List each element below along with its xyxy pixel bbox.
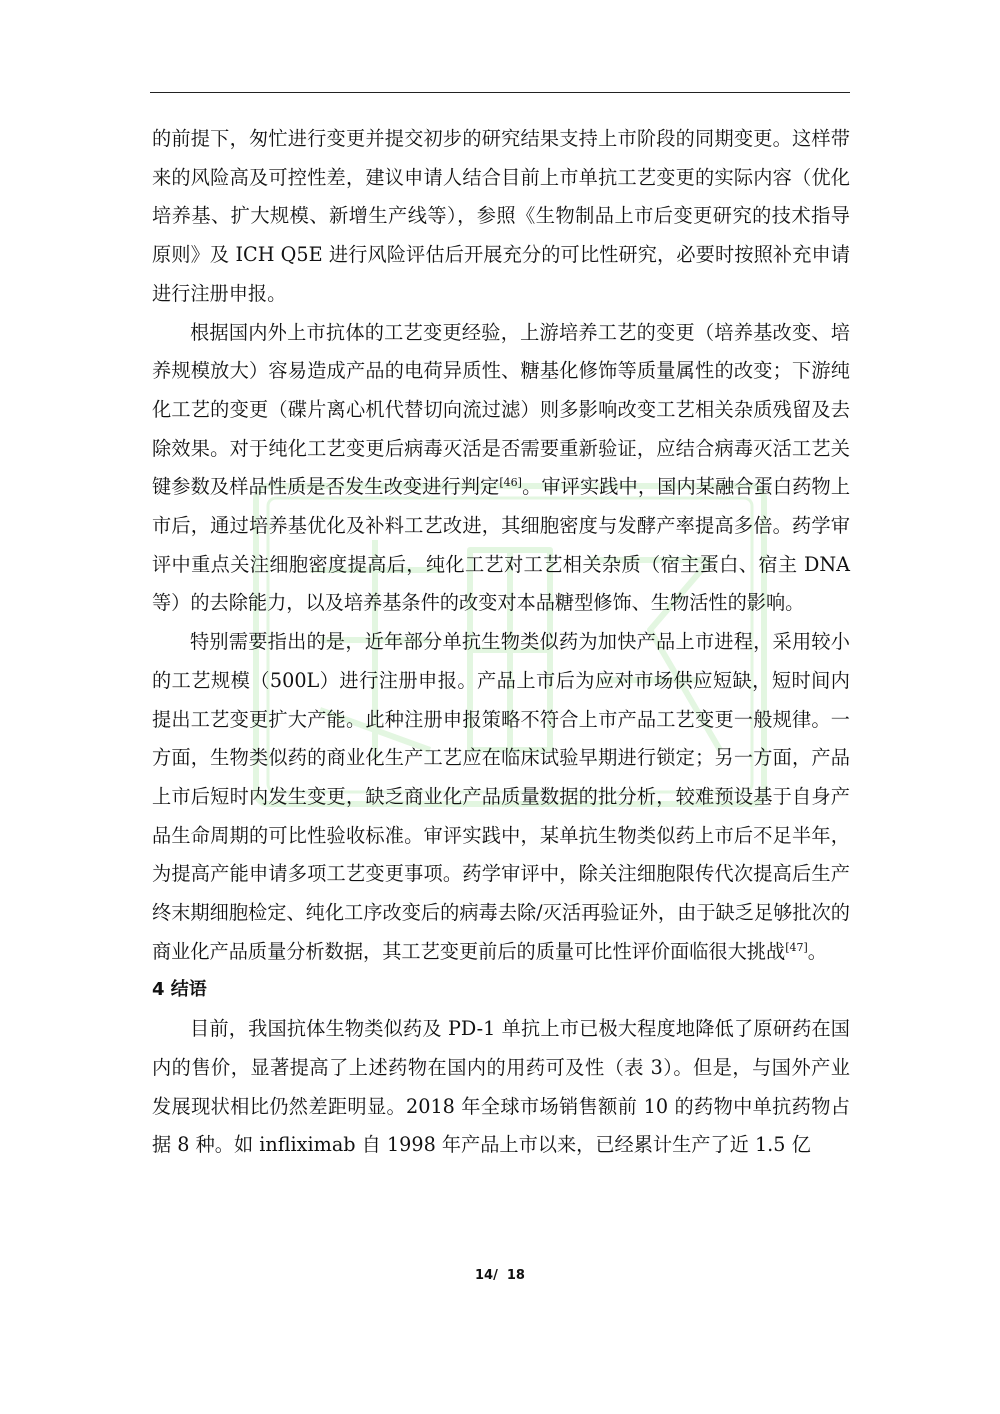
paragraph-2-text-cont: 。审评实践中，国内某融合蛋白药物上市后，通过培养基优化及补料工艺改进，其细胞密度与发酵产率提高多倍。药学审评中重点关注细胞密度提高后，纯化工艺对工艺相关杂质（宿主蛋白、宿主 DNA 等）的去除能力，以及培养基条件的改变对本品糖型修饰、生物活性的影响。 xyxy=(152,475,851,615)
paragraph-3-text: 特别需要指出的是，近年部分单抗生物类似药为加快产品上市进程，采用较小的工艺规模（500L）进行注册申报。产品上市后为应对市场供应短缺，短时间内提出工艺变更扩大产能。此种注册申报策略不符合上市产品工艺变更一般规律。一方面，生物类似药的商业化生产工艺应在临床试验早期进行锁定；另一方面，产品上市后短时内发生变更，缺乏商业化产品质量数据的批分析，较难预设基于自身产品生命周期的可比性验收标准。审评实践中，某单抗生物类似药上市后不足半年，为提高产能申请多项工艺变更事项。药学审评中，除关注细胞限传代次提高后生产终末期细胞检定、纯化工序改变后的病毒去除/灭活再验证外，由于缺乏足够批次的商业化产品质量分析数据，其工艺变更前后的质量可比性评价面临很大挑战 xyxy=(152,630,850,963)
paragraph-3-text-cont: 。 xyxy=(807,939,827,963)
paragraph-1 xyxy=(152,120,850,314)
paragraph-1-text: 的前提下，匆忙进行变更并提交初步的研究结果支持上市阶段的同期变更。这样带来的风险高及可控性差，建议申请人结合目前上市单抗工艺变更的实际内容（优化培养基、扩大规模、新增生产线等），参照《生物制品上市后变更研究的技术指导原则》及 ICH Q5E 进行风险评估后开展充分的可比性研究，必要时按照补充申请进行注册申报。 xyxy=(152,127,850,305)
page-number xyxy=(0,1268,1000,1283)
page-number-text: 14/ 18 xyxy=(475,1268,525,1283)
paragraph-2-text: 根据国内外上市抗体的工艺变更经验，上游培养工艺的变更（培养基改变、培养规模放大）容易造成产品的电荷异质性、糖基化修饰等质量属性的改变；下游纯化工艺的变更（碟片离心机代替切向流过滤）则多影响改变工艺相关杂质残留及去除效果。对于纯化工艺变更后病毒灭活是否需要重新验证，应结合病毒灭活工艺关键参数及样品性质是否发生改变进行判定 xyxy=(152,320,850,499)
citation-46: [46] xyxy=(499,476,522,490)
section-heading: 4 结语 xyxy=(152,979,207,1001)
conclusion-paragraph xyxy=(152,1010,850,1165)
document-body xyxy=(152,120,850,1165)
paragraph-3 xyxy=(152,623,850,971)
conclusion-text: 目前，我国抗体生物类似药及 PD-1 单抗上市已极大程度地降低了原研药在国内的售价，显著提高了上述药物在国内的用药可及性（表 3）。但是，与国外产业发展现状相比仍然差距明显。2018 年全球市场销售额前 10 的药物中单抗药物占据 8 种。如 infliximab 自 1998 年产品上市以来，已经累计生产了近 1.5 亿 xyxy=(152,1017,850,1157)
paragraph-2 xyxy=(152,314,850,624)
citation-47: [47] xyxy=(785,940,808,954)
header-rule xyxy=(150,92,850,93)
